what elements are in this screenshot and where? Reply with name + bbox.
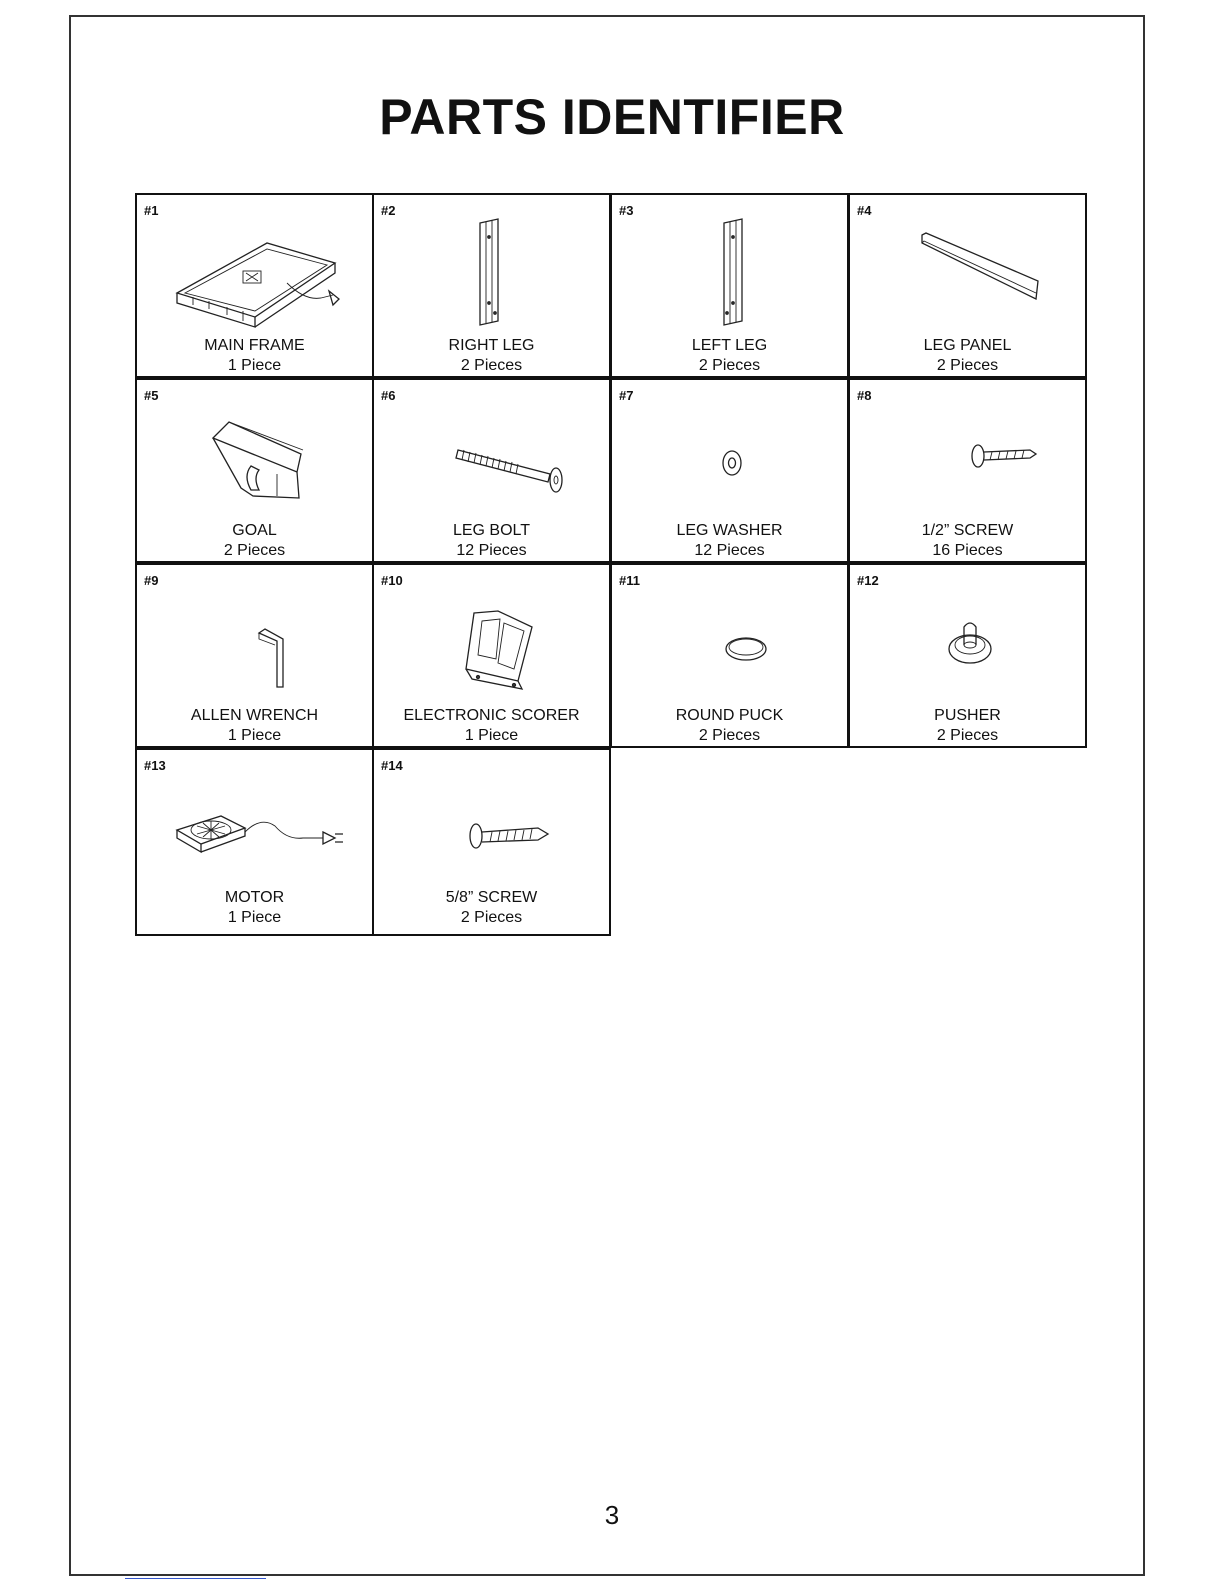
part-number: #3 bbox=[619, 203, 634, 218]
part-cell-1 bbox=[135, 193, 374, 378]
part-name: LEG WASHER bbox=[676, 522, 783, 539]
part-number: #7 bbox=[619, 388, 634, 403]
part-name: ROUND PUCK bbox=[675, 707, 784, 724]
leg-bolt-icon bbox=[394, 398, 590, 520]
part-name: 5/8” SCREW bbox=[445, 889, 538, 906]
part-number: #10 bbox=[381, 573, 403, 588]
part-name: MAIN FRAME bbox=[204, 337, 305, 354]
part-quantity: 16 Pieces bbox=[932, 542, 1003, 559]
part-number: #1 bbox=[144, 203, 159, 218]
motor-icon bbox=[157, 768, 353, 890]
part-cell-4 bbox=[848, 193, 1087, 378]
part-number: #5 bbox=[144, 388, 159, 403]
left-leg-icon bbox=[632, 213, 828, 335]
part-cell-6 bbox=[372, 378, 611, 563]
part-quantity: 2 Pieces bbox=[698, 727, 761, 744]
leg-washer-icon bbox=[632, 398, 828, 520]
part-cell-8 bbox=[848, 378, 1087, 563]
part-cell-3 bbox=[610, 193, 849, 378]
part-cell-2 bbox=[372, 193, 611, 378]
part-number: #11 bbox=[619, 573, 640, 588]
part-quantity: 2 Pieces bbox=[460, 357, 523, 374]
part-name: RIGHT LEG bbox=[448, 337, 535, 354]
part-number: #8 bbox=[857, 388, 872, 403]
part-name: ALLEN WRENCH bbox=[190, 707, 319, 724]
part-number: #9 bbox=[144, 573, 159, 588]
part-cell-5 bbox=[135, 378, 374, 563]
part-cell-7 bbox=[610, 378, 849, 563]
part-number: #13 bbox=[144, 758, 166, 773]
page-number: 3 bbox=[604, 1500, 620, 1530]
part-name: LEFT LEG bbox=[691, 337, 768, 354]
page-title: PARTS IDENTIFIER bbox=[379, 89, 845, 145]
part-cell-13 bbox=[135, 748, 374, 936]
parts-grid bbox=[135, 193, 1090, 936]
pusher-icon bbox=[870, 583, 1066, 705]
part-quantity: 2 Pieces bbox=[698, 357, 761, 374]
part-quantity: 2 Pieces bbox=[936, 727, 999, 744]
main-frame-icon bbox=[157, 213, 353, 335]
part-quantity: 2 Pieces bbox=[460, 909, 523, 926]
part-quantity: 1 Piece bbox=[227, 909, 282, 926]
part-quantity: 2 Pieces bbox=[936, 357, 999, 374]
allen-wrench-icon bbox=[157, 583, 353, 705]
part-name: LEG BOLT bbox=[452, 522, 531, 539]
part-number: #6 bbox=[381, 388, 396, 403]
leg-panel-icon bbox=[870, 213, 1066, 335]
footer-link-underline bbox=[125, 1578, 266, 1579]
part-name: ELECTRONIC SCORER bbox=[403, 707, 580, 724]
part-name: GOAL bbox=[232, 522, 277, 539]
right-leg-icon bbox=[394, 213, 590, 335]
part-cell-11 bbox=[610, 563, 849, 748]
part-number: #12 bbox=[857, 573, 879, 588]
part-cell-9 bbox=[135, 563, 374, 748]
part-number: #2 bbox=[381, 203, 396, 218]
part-cell-12 bbox=[848, 563, 1087, 748]
part-quantity: 2 Pieces bbox=[223, 542, 286, 559]
five-eighths-screw-icon bbox=[394, 768, 590, 890]
round-puck-icon bbox=[632, 583, 828, 705]
part-number: #4 bbox=[857, 203, 872, 218]
part-quantity: 12 Pieces bbox=[456, 542, 527, 559]
electronic-scorer-icon bbox=[394, 583, 590, 705]
part-cell-10 bbox=[372, 563, 611, 748]
part-number: #14 bbox=[381, 758, 403, 773]
part-quantity: 12 Pieces bbox=[694, 542, 765, 559]
part-quantity: 1 Piece bbox=[227, 357, 282, 374]
part-name: PUSHER bbox=[934, 707, 1001, 724]
part-name: LEG PANEL bbox=[923, 337, 1012, 354]
part-quantity: 1 Piece bbox=[227, 727, 282, 744]
part-cell-14 bbox=[372, 748, 611, 936]
part-name: 1/2” SCREW bbox=[921, 522, 1014, 539]
part-name: MOTOR bbox=[224, 889, 285, 906]
goal-icon bbox=[157, 398, 353, 520]
half-inch-screw-icon bbox=[870, 398, 1066, 520]
part-quantity: 1 Piece bbox=[464, 727, 519, 744]
